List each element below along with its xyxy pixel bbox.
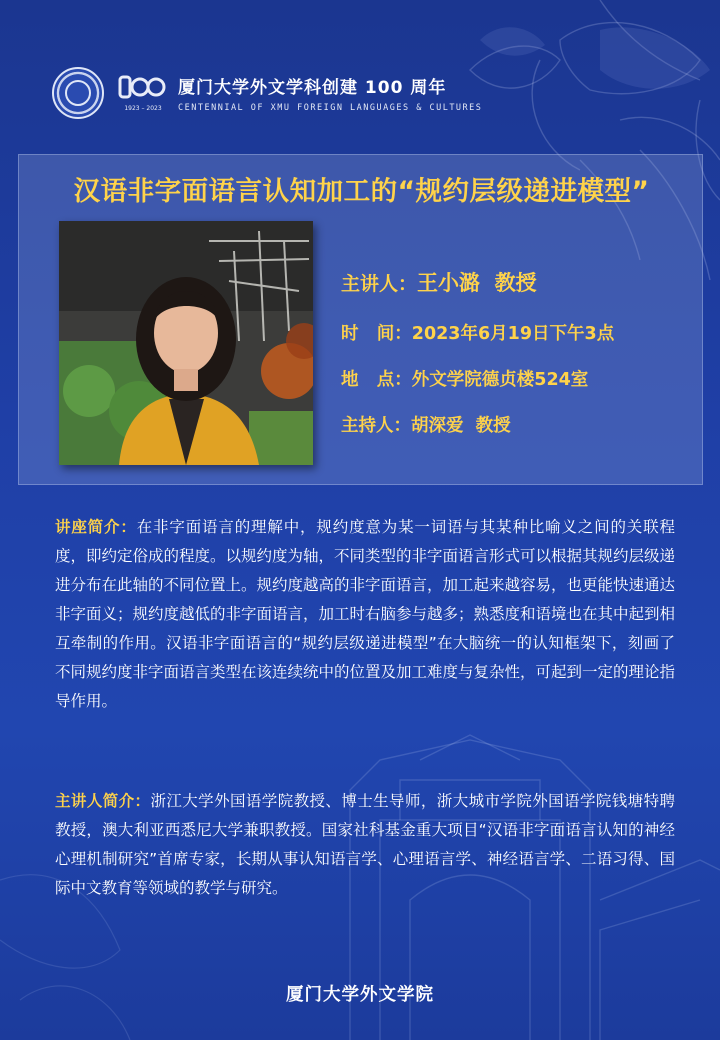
lecture-title: 汉语非字面语言认知加工的“规约层级递进模型”: [73, 176, 650, 207]
speaker-photo: [59, 221, 313, 465]
bio-text: 浙江大学外国语学院教授、博士生导师，浙大城市学院外国语学院钱塘特聘教授，澳大利亚西悉尼大学兼职教授。国家社科基金重大项目“汉语非字面语言认知的神经心理机制研究”首席专家，长期从事认知语言学、心理语言学、神经语言学、二语习得、国际中文教育等领域的教学与研究。: [55, 792, 675, 897]
lecture-introduction: [55, 513, 675, 716]
place-label: 地 点：: [341, 370, 412, 390]
header-title: 厦门大学外文学科创建 100 周年: [178, 78, 447, 98]
host-row: [341, 412, 614, 437]
time-row: [341, 320, 614, 345]
speaker-value: 王小潞 教授: [417, 271, 537, 295]
lecture-panel: [18, 154, 703, 485]
intro-text: 在非字面语言的理解中，规约度意为某一词语与其某种比喻义之间的关联程度，即约定俗成的程度。以规约度为轴，不同类型的非字面语言形式可以根据其规约层级递进分布在此轴的不同位置上。规约度越高的非字面语言，加工起来越容易，也更能快速通达非字面义；规约度越低的非字面语言，加工时右脑参与越多；熟悉度和语境也在其中起到相互牵制的作用。汉语非字面语言的“规约层级递进模型”在大脑统一的认知框架下，刻画了不同规约度非字面语言类型在该连续统中的位置及加工难度与复杂性，可起到一定的理论指导作用。: [55, 518, 676, 710]
university-seal-logo: [52, 67, 104, 119]
speaker-label: 主讲人：: [341, 273, 418, 295]
host-label: 主持人：: [341, 416, 411, 436]
bio-label: 主讲人简介：: [55, 792, 151, 810]
time-value: 2023年6月19日下午3点: [411, 324, 615, 344]
speaker-biography: [55, 787, 675, 903]
centennial-years: 1923 – 2023: [124, 105, 162, 112]
header-subtitle: CENTENNIAL OF XMU FOREIGN LANGUAGES & CULTURES: [178, 103, 483, 113]
header: [52, 62, 482, 124]
time-label: 时 间：: [341, 324, 412, 344]
lecture-info: [341, 267, 614, 437]
centennial-logo: [118, 65, 168, 121]
place-value: 外文学院德贞楼524室: [411, 370, 589, 390]
intro-label: 讲座简介：: [55, 518, 137, 536]
host-value: 胡深爱 教授: [411, 416, 511, 436]
speaker-row: [341, 267, 614, 297]
organizer-name: 厦门大学外文学院: [286, 985, 434, 1005]
place-row: [341, 366, 614, 391]
